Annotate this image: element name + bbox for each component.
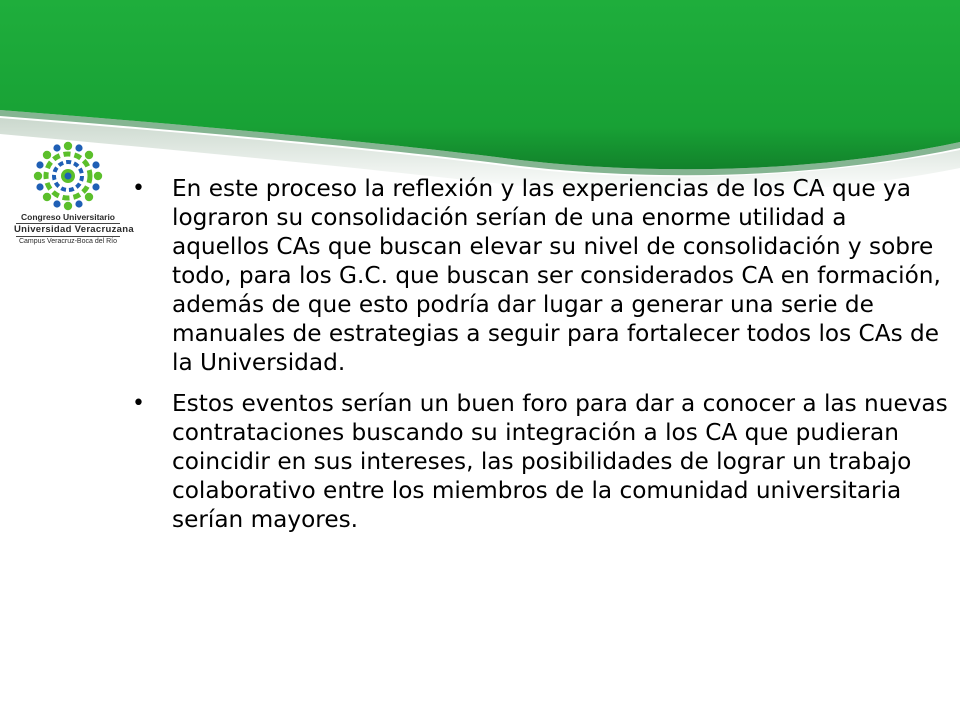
logo-campus: Campus Veracruz-Boca del Río: [18, 238, 118, 245]
bullet-item: [130, 174, 948, 377]
slide-body: [130, 174, 948, 546]
bullet-text: Estos eventos serían un buen foro para dar a conocer a las nuevas contrataciones buscando su integración a los CA que pudieran coincidir en sus intereses, las posibilidades de lograr un trabajo colaborativo entre los miembros de la comunidad universitaria serían mayores.: [172, 390, 948, 533]
logo-title: Congreso Universitario: [21, 212, 115, 222]
bullet-list: [130, 174, 948, 534]
bullet-item: [130, 389, 948, 534]
header-band: [0, 0, 960, 190]
logo-university: Universidad Veracruzana: [14, 224, 134, 235]
logo-divider: [16, 236, 120, 237]
bullet-text: En este proceso la reflexión y las experiencias de los CA que ya lograron su consolidación serían de una enorme utilidad a aquellos CAs que buscan elevar su nivel de consolidación y sobre todo, para los G.C. que buscan ser considerados CA en formación, además de que esto podría dar lugar a generar una serie de manuales de estrategias a seguir para fortalecer todos los CAs de la Universidad.: [172, 175, 941, 376]
logo-emblem-icon: [14, 140, 122, 212]
congreso-logo: [14, 140, 134, 260]
bullet-icon: •: [132, 176, 145, 201]
bullet-icon: •: [132, 391, 145, 416]
